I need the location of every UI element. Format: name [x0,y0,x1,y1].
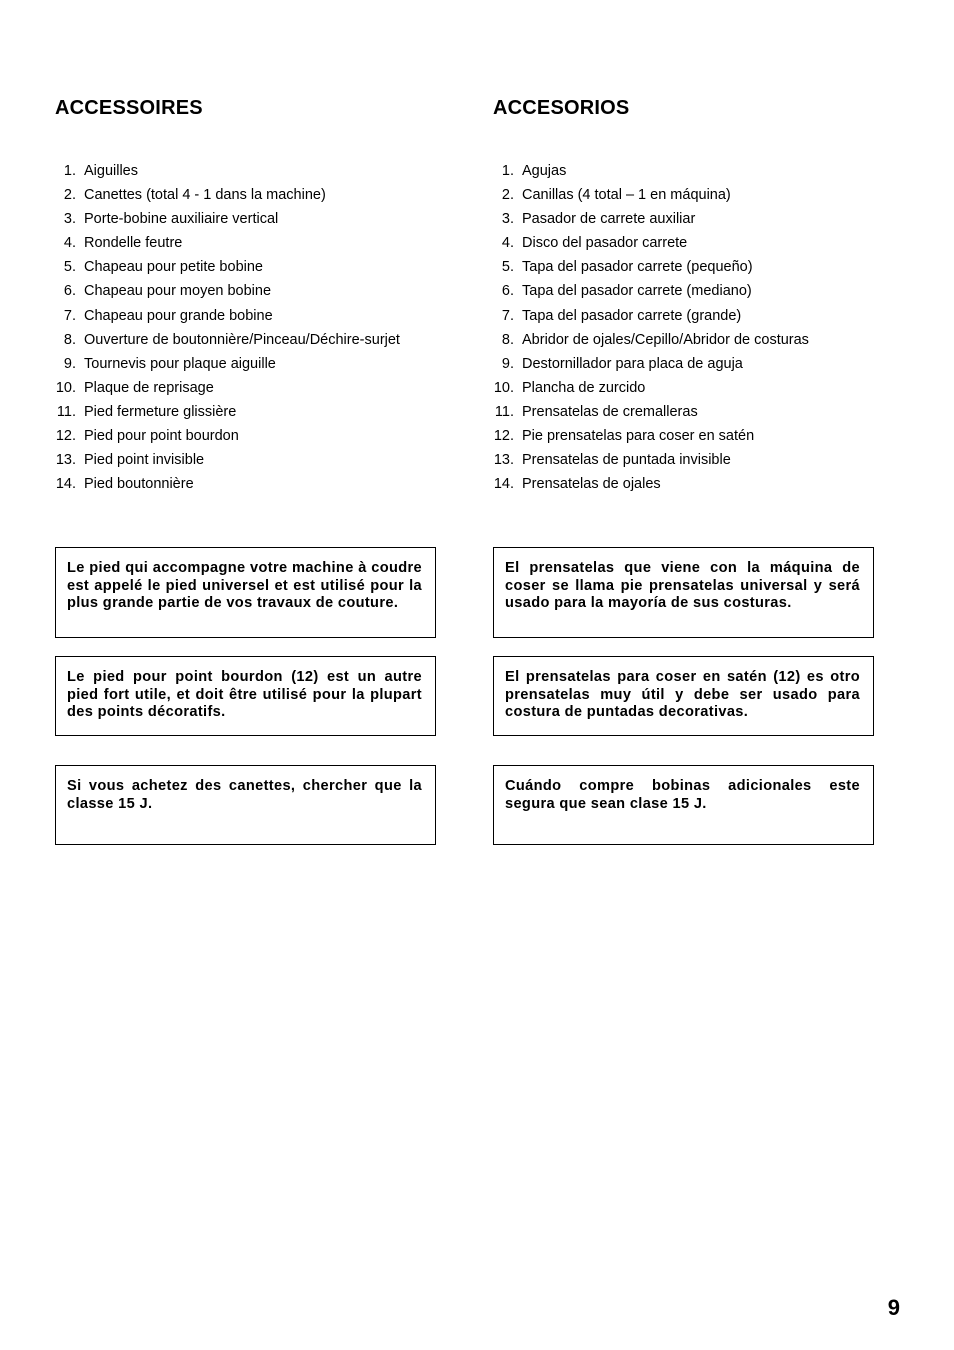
item-label: Tapa del pasador carrete (pequeño) [522,259,753,276]
item-label: Prensatelas de puntada invisible [522,452,731,469]
list-item [493,231,809,255]
item-number: 14. [493,476,514,493]
spanish-note-satin-foot: El prensatelas para coser en satén (12) es otro prensatelas muy útil y debe ser usado para costura de puntadas decorativas. [493,656,874,736]
item-label: Prensatelas de cremalleras [522,403,698,420]
item-number: 5. [501,259,514,276]
item-number: 6. [501,283,514,300]
list-item [493,472,809,496]
list-item [55,400,400,424]
french-note-satin-foot: Le pied pour point bourdon (12) est un autre pied fort utile, et doit être utilisé pour la plupart des points décoratifs. [55,656,436,736]
item-label: Pied boutonnière [84,476,194,493]
item-label: Chapeau pour grande bobine [84,307,273,324]
item-number: 12. [55,428,76,445]
item-number: 3. [63,211,76,228]
item-label: Agujas [522,163,567,179]
list-item [493,159,809,183]
list-item [493,183,809,207]
item-number: 8. [63,331,76,348]
spanish-heading: ACCESORIOS [493,97,630,119]
list-item [493,400,809,424]
list-item [493,279,809,303]
list-item [55,304,400,328]
item-number: 4. [63,235,76,252]
list-item [55,207,400,231]
french-note-bobbins: Si vous achetez des canettes, chercher que la classe 15 J. [55,765,436,845]
item-label: Pie prensatelas para coser en satén [522,428,755,445]
item-label: Disco del pasador carrete [522,235,688,252]
item-number: 5. [63,259,76,276]
list-item [55,328,400,352]
item-number: 11. [494,403,514,420]
item-label: Canillas (4 total – 1 en máquina) [522,187,731,204]
item-number: 10. [55,379,76,396]
list-item [55,183,400,207]
spanish-accessories-list [493,159,809,496]
item-number: 2. [63,187,76,204]
list-item [493,328,809,352]
item-label: Rondelle feutre [84,235,183,252]
list-item [493,352,809,376]
list-item [55,472,400,496]
item-number: 2. [501,187,514,204]
list-item [55,159,400,183]
item-label: Porte-bobine auxiliaire vertical [84,211,279,228]
french-heading: ACCESSOIRES [55,97,203,119]
list-item [493,424,809,448]
item-number: 4. [501,235,514,252]
item-number: 3. [501,211,514,228]
list-item [55,376,400,400]
spanish-note-bobbins: Cuándo compre bobinas adicionales este segura que sean clase 15 J. [493,765,874,845]
item-number: 1. [63,163,76,179]
list-item [55,352,400,376]
item-label: Tapa del pasador carrete (grande) [522,307,742,324]
list-item [55,231,400,255]
item-number: 13. [55,452,76,469]
list-item [55,279,400,303]
item-label: Canettes (total 4 - 1 dans la machine) [84,187,326,204]
list-item [55,424,400,448]
item-label: Pied pour point bourdon [84,428,239,445]
list-item [55,448,400,472]
list-item [493,255,809,279]
item-label: Chapeau pour petite bobine [84,259,263,276]
spanish-note-universal-foot: El prensatelas que viene con la máquina de coser se llama pie prensatelas universal y será usado para la mayoría de sus costuras. [493,547,874,638]
list-item [493,448,809,472]
item-number: 8. [501,331,514,348]
item-label: Pied point invisible [84,452,205,469]
item-number: 14. [55,476,76,493]
item-number: 9. [63,355,76,372]
item-number: 10. [493,379,514,396]
item-label: Pied fermeture glissière [84,403,237,420]
item-number: 1. [501,163,514,179]
list-item [493,207,809,231]
item-label: Chapeau pour moyen bobine [84,283,272,300]
item-number: 11. [56,403,76,420]
item-number: 6. [63,283,76,300]
item-number: 13. [493,452,514,469]
item-label: Destornillador para placa de aguja [522,355,743,372]
list-item [55,255,400,279]
item-label: Abridor de ojales/Cepillo/Abridor de costuras [522,331,809,348]
item-number: 9. [501,355,514,372]
item-label: Tapa del pasador carrete (mediano) [522,283,752,300]
item-label: Pasador de carrete auxiliar [522,211,696,228]
french-accessories-list [55,159,400,496]
list-item [493,304,809,328]
item-label: Tournevis pour plaque aiguille [84,355,276,372]
item-label: Plaque de reprisage [84,379,214,396]
french-note-universal-foot: Le pied qui accompagne votre machine à coudre est appelé le pied universel et est utilisé pour la plus grande partie de vos travaux de couture. [55,547,436,638]
item-label: Ouverture de boutonnière/Pinceau/Déchire-surjet [84,331,400,348]
item-number: 12. [493,428,514,445]
item-label: Plancha de zurcido [522,379,646,396]
item-number: 7. [63,307,76,324]
list-item [493,376,809,400]
item-number: 7. [501,307,514,324]
item-label: Aiguilles [84,163,138,179]
page-number: 9 [887,1295,900,1320]
item-label: Prensatelas de ojales [522,476,661,493]
